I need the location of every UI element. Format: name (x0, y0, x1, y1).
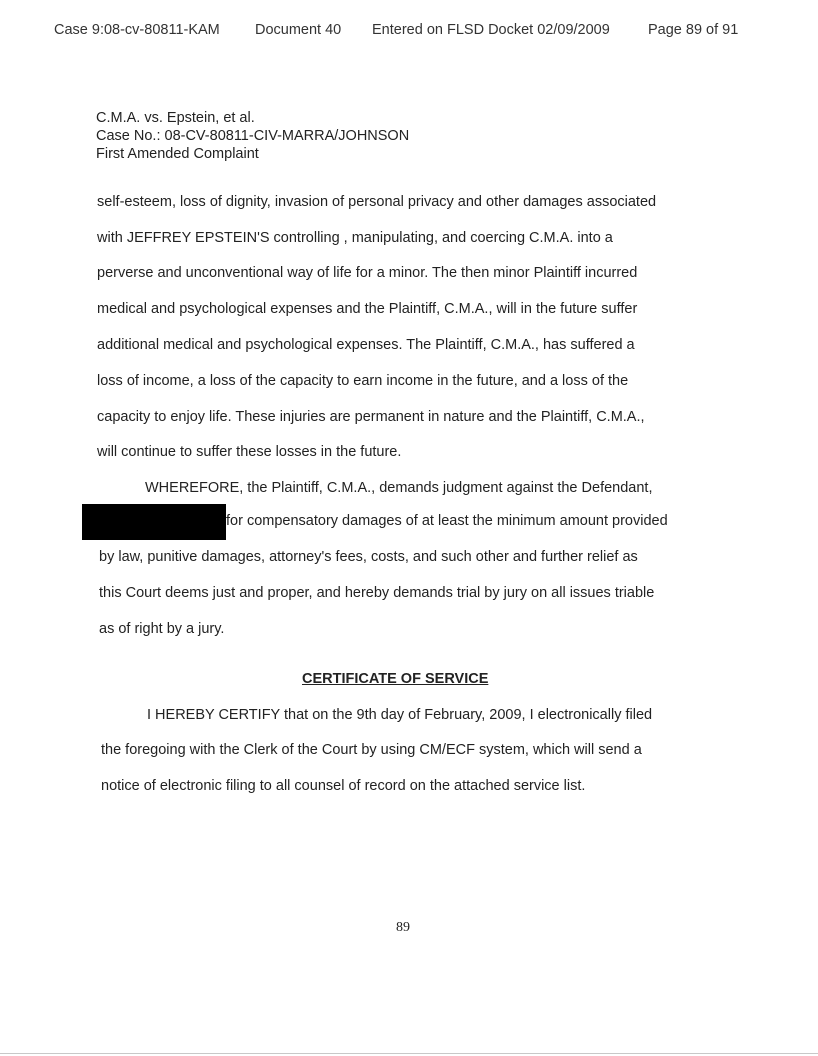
header-case-number: Case 9:08-cv-80811-KAM (54, 22, 220, 38)
body-line-4: medical and psychological expenses and the Plaintiff, C.M.A., will in the future suffer (97, 301, 638, 317)
wherefore-line-4: this Court deems just and proper, and hereby demands trial by jury on all issues triable (99, 585, 655, 601)
body-line-7: capacity to enjoy life. These injuries are permanent in nature and the Plaintiff, C.M.A., (97, 409, 645, 425)
body-line-3: perverse and unconventional way of life for a minor. The then minor Plaintiff incurred (97, 265, 638, 281)
wherefore-line-3: by law, punitive damages, attorney's fees, costs, and such other and further relief as (99, 549, 638, 565)
certificate-line-2: the foregoing with the Clerk of the Court by using CM/ECF system, which will send a (101, 742, 642, 758)
header-docket-entry: Entered on FLSD Docket 02/09/2009 (372, 22, 610, 38)
certificate-title: CERTIFICATE OF SERVICE (302, 671, 489, 687)
header-document-number: Document 40 (255, 22, 342, 38)
body-line-6: loss of income, a loss of the capacity to earn income in the future, and a loss of the (97, 373, 629, 389)
certificate-line-1: I HEREBY CERTIFY that on the 9th day of February, 2009, I electronically filed (147, 707, 653, 723)
caption-parties: C.M.A. vs. Epstein, et al. (96, 110, 255, 126)
body-line-5: additional medical and psychological expenses. The Plaintiff, C.M.A., has suffered a (97, 337, 635, 353)
caption-case-number: Case No.: 08-CV-80811-CIV-MARRA/JOHNSON (96, 128, 410, 144)
wherefore-line-2: for compensatory damages of at least the minimum amount provided (226, 513, 668, 529)
caption-document-title: First Amended Complaint (96, 146, 259, 162)
wherefore-line-5: as of right by a jury. (99, 621, 225, 637)
wherefore-line-1: WHEREFORE, the Plaintiff, C.M.A., demands judgment against the Defendant, (145, 480, 653, 496)
body-line-1: self-esteem, loss of dignity, invasion of personal privacy and other damages associated (97, 194, 657, 210)
body-line-8: will continue to suffer these losses in the future. (97, 444, 402, 460)
page-bottom-rule (0, 1053, 818, 1054)
redaction-box (82, 504, 226, 540)
body-line-2: with JEFFREY EPSTEIN'S controlling , manipulating, and coercing C.M.A. into a (97, 230, 613, 246)
page-number: 89 (396, 920, 410, 935)
header-page-indicator: Page 89 of 91 (648, 22, 739, 38)
certificate-line-3: notice of electronic filing to all counsel of record on the attached service list. (101, 778, 586, 794)
